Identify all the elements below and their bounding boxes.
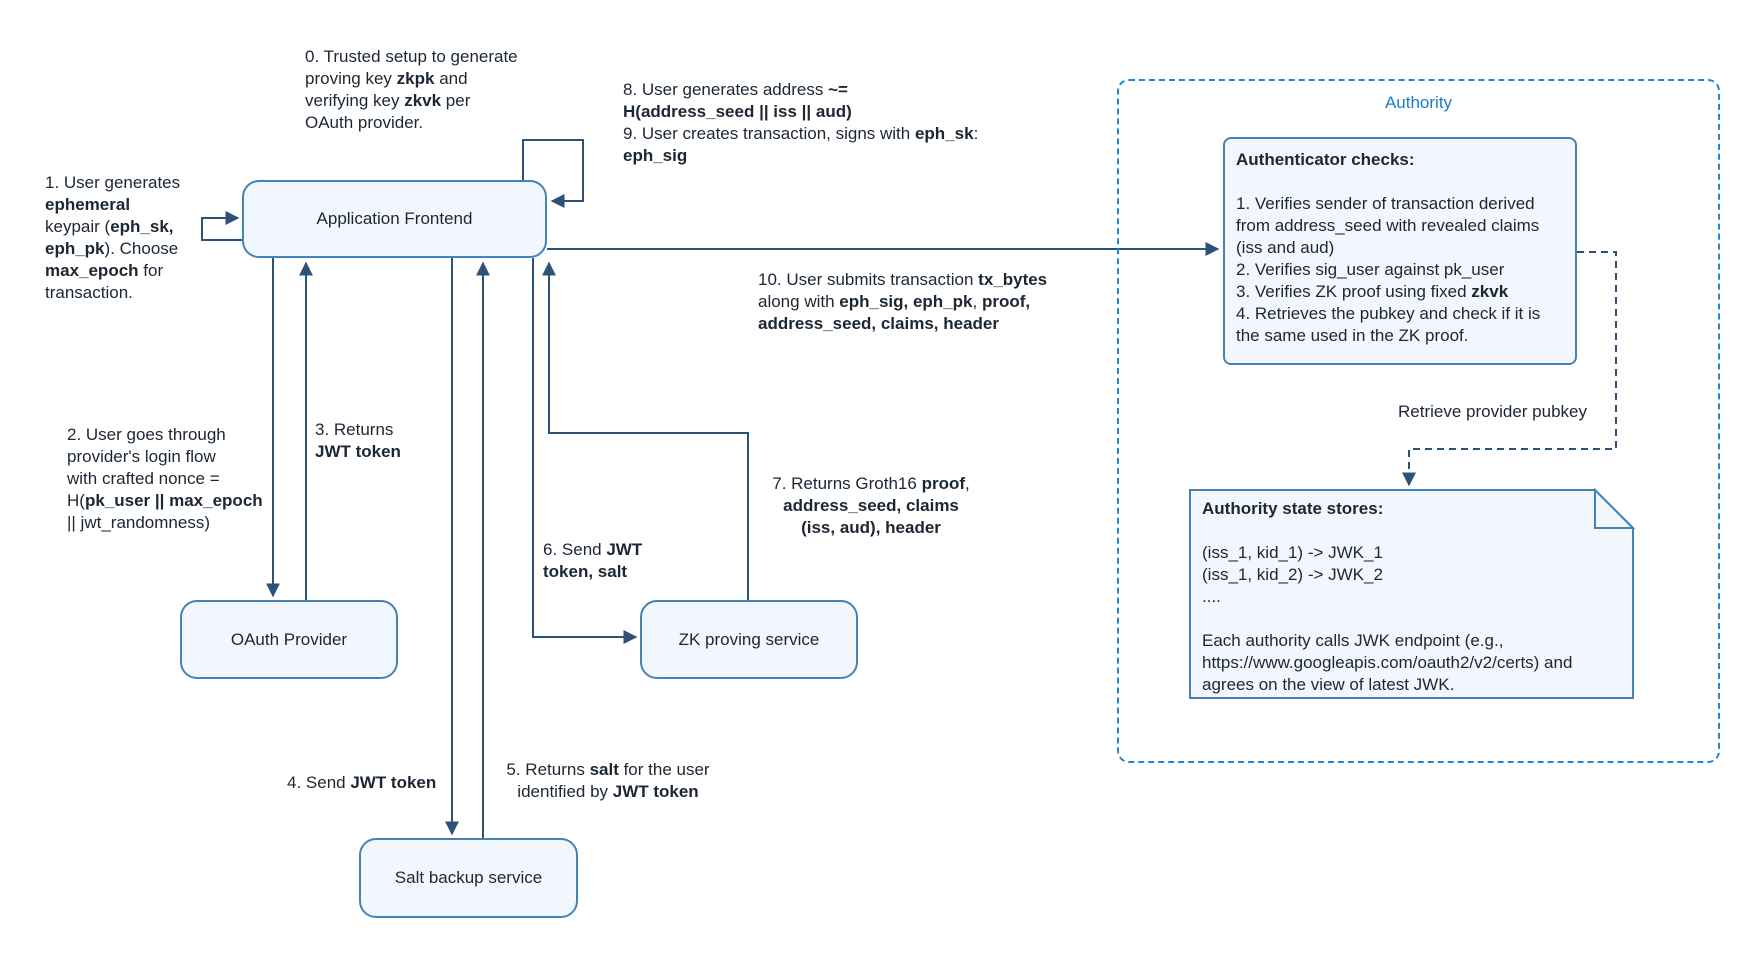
retrieve-pubkey-label: Retrieve provider pubkey bbox=[1398, 402, 1587, 421]
annotation-step10: 10. User submits transaction tx_bytes along with eph_sig, eph_pk, proof, address_seed, claims, header bbox=[758, 270, 1048, 333]
authenticator-checks-box: Authenticator checks: 1. Verifies sender of transaction derived from address_seed with revealed claims (iss and aud) 2. Verifies sig_user against pk_user 3. Verifies ZK proof using fixed zkvk 4. Retrieves the pubkey and check if it is the same used in the ZK proof. bbox=[1223, 137, 1577, 365]
salt-backup-service-label: Salt backup service bbox=[394, 868, 543, 887]
annotation-step3: 3. Returns JWT token bbox=[315, 420, 401, 461]
oauth-provider-node bbox=[180, 600, 398, 679]
zk-proving-service-label: ZK proving service bbox=[678, 629, 820, 649]
annotation-step5: 5. Returns salt for the user identified by JWT token bbox=[506, 760, 710, 801]
salt-backup-service-node bbox=[359, 838, 578, 918]
zk-proving-service-node bbox=[640, 600, 858, 679]
annotation-step7: 7. Returns Groth16 proof, address_seed, claims (iss, aud), header bbox=[772, 474, 970, 537]
oauth-provider-label: OAuth Provider bbox=[230, 629, 348, 649]
annotation-step1: 1. User generates ephemeral keypair (eph_sk, eph_pk). Choose max_epoch for transaction. bbox=[45, 173, 181, 302]
app-frontend-node bbox=[242, 180, 547, 258]
app-frontend-label: Application Frontend bbox=[316, 209, 473, 228]
annotation-step4: 4. Send JWT token bbox=[287, 773, 437, 792]
annotation-step2: 2. User goes through provider's login flow with crafted nonce = H(pk_user || max_epoch || jwt_randomness) bbox=[67, 425, 263, 532]
authority-label: Authority bbox=[1384, 93, 1453, 112]
self-loop-keypair-icon bbox=[202, 218, 242, 240]
annotation-step6: 6. Send JWT token, salt bbox=[543, 540, 643, 581]
annotation-step8-9: 8. User generates address ~= H(address_seed || iss || aud) 9. User creates transaction, signs with eph_sk: eph_sig bbox=[623, 80, 979, 165]
authority-state-store-text: Authority state stores: (iss_1, kid_1) -> JWK_1 (iss_1, kid_2) -> JWK_2 .... Each authority calls JWK endpoint (e.g., https://www.googleapis.com/oauth2/v2/certs) and agrees on the view of latest JWK. bbox=[1202, 499, 1573, 694]
annotation-step0: 0. Trusted setup to generate proving key zkpk and verifying key zkvk per OAuth provider. bbox=[305, 47, 518, 132]
